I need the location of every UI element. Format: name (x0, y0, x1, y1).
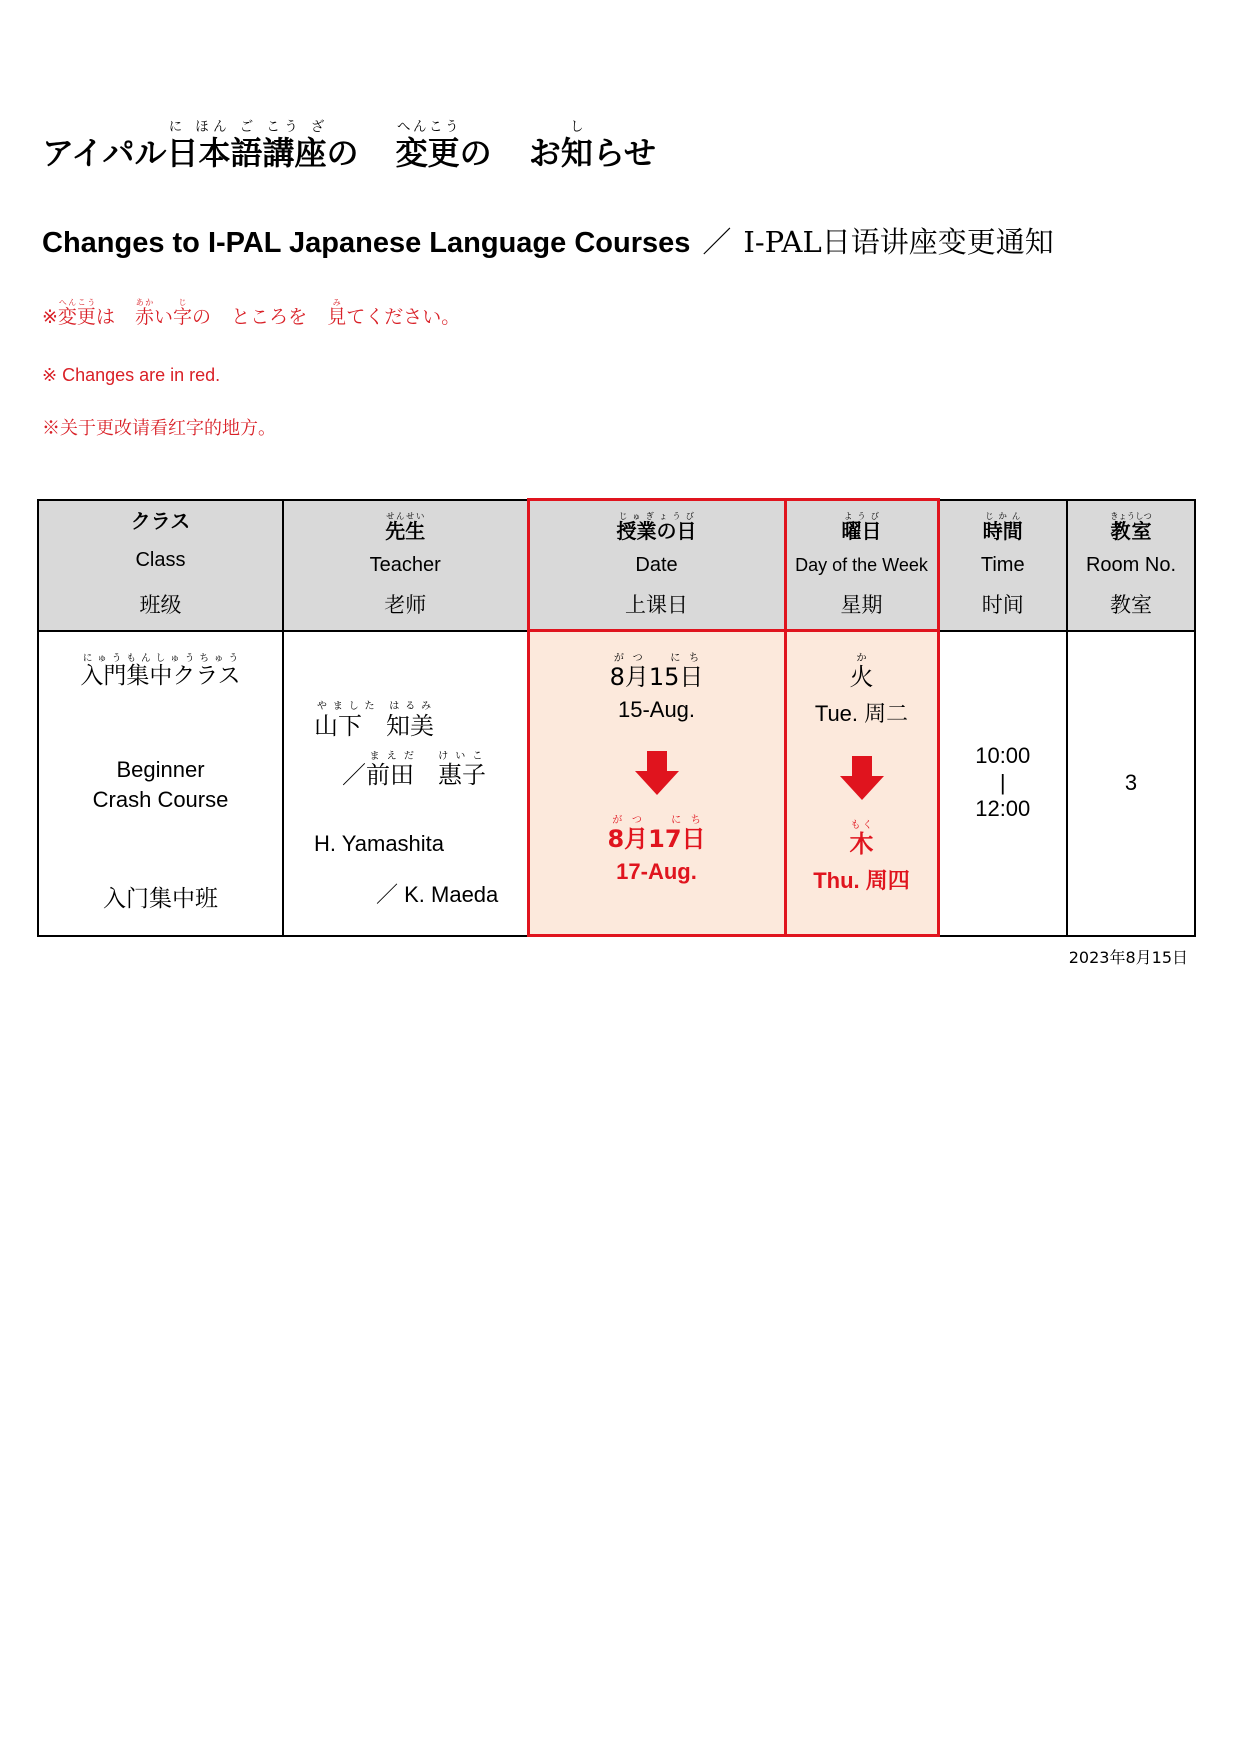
note-chinese: ※关于更改请看红字的地方。 (42, 418, 276, 439)
title-part-1: アイパル日本語講座に ほん ご こう ざの (42, 120, 359, 172)
header-date: 授業の日じゅぎょうび Date 上课日 (528, 500, 785, 631)
teacher-2-en: ／ K. Maeda (376, 882, 499, 907)
old-date-jp: 8月15日がつ にち (609, 653, 704, 691)
title-part-3: お知しらせ (528, 120, 656, 172)
date-stamp: 2023年8月15日 (1068, 948, 1188, 967)
time-start: 10:00 (975, 743, 1031, 769)
schedule-table (37, 498, 1196, 937)
page-subtitle (42, 220, 1054, 261)
table-header-row (38, 500, 1195, 631)
class-name-cn: 入门集中班 (103, 886, 218, 912)
teacher-1-jp: 山下 知美やました はるみ (314, 701, 434, 740)
cell-date (528, 631, 785, 936)
teacher-1-en: H. Yamashita (314, 831, 445, 856)
time-separator: | (999, 769, 1006, 795)
time-end: 12:00 (975, 796, 1031, 822)
page-title (42, 120, 656, 174)
cell-teacher (283, 631, 528, 936)
note-english: ※ Changes are in red. (42, 365, 221, 385)
down-arrow-icon (840, 756, 884, 800)
table-row (38, 631, 1195, 936)
cell-day (785, 631, 938, 936)
old-day-jp: 火か (849, 653, 874, 691)
teacher-2-jp: ／前田 惠子まえだ けいこ (342, 751, 486, 789)
class-name-en: Beginner Crash Course (92, 757, 229, 812)
title-part-2: 変更へんこうの (395, 120, 492, 172)
old-date-en: 15-Aug. (617, 697, 696, 722)
note-japanese: ※変更へんこうは 赤あかい字じの ところを 見みてください。 (42, 298, 461, 328)
class-name-jp: 入門集中クラスにゅうもんしゅうちゅう (80, 653, 241, 689)
header-room: 教室きょうしつ Room No. 教室 (1067, 500, 1195, 631)
header-time: 時間じかん Time 时间 (938, 500, 1067, 631)
down-arrow-icon (635, 751, 679, 795)
subtitle-english: Changes to I-PAL Japanese Language Courses (42, 227, 691, 259)
old-day-en: Tue. 周二 (814, 701, 909, 726)
cell-room: 3 (1067, 631, 1195, 936)
subtitle-chinese: I-PAL日语讲座变更通知 (743, 225, 1054, 259)
cell-time (938, 631, 1067, 936)
subtitle-slash: ／ (702, 225, 732, 259)
new-date-en: 17-Aug. (616, 859, 697, 884)
header-day: 曜日ようび Day of the Week 星期 (785, 500, 938, 631)
header-class: クラス Class 班级 (38, 500, 283, 631)
new-day-jp: 木もく (849, 820, 874, 858)
cell-class (38, 631, 283, 936)
header-teacher: 先生せんせい Teacher 老师 (283, 500, 528, 631)
new-date-jp: 8月17日がつ にち (607, 815, 706, 853)
new-day-en: Thu. 周四 (813, 868, 910, 893)
